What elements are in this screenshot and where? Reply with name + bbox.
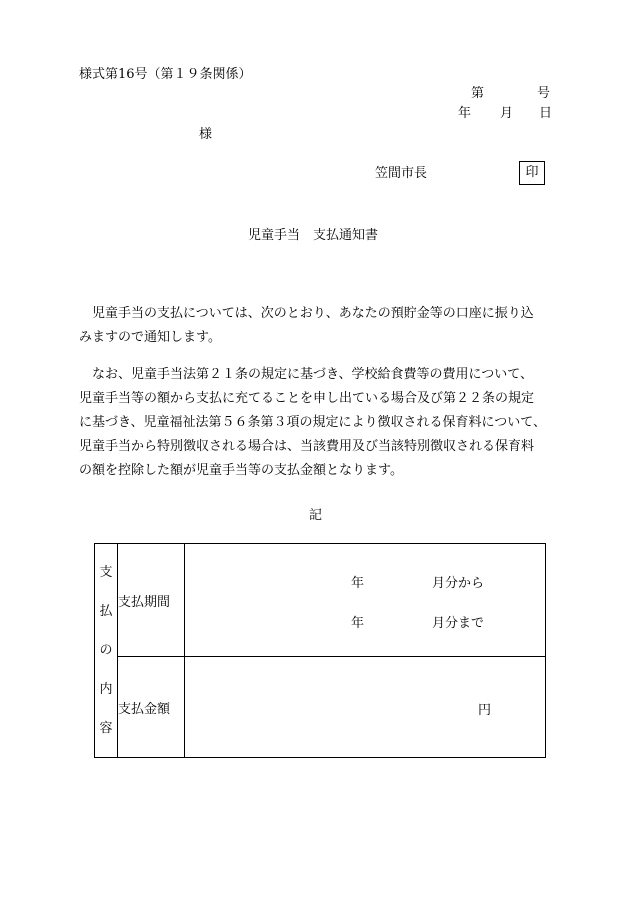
period-to: 月分まで [432, 616, 485, 631]
header-char: 支 [99, 564, 113, 580]
date-year: 年 [458, 106, 472, 121]
payment-period-label: 支払期間 [118, 544, 185, 657]
header-char: の [99, 642, 113, 658]
paragraph-line: に基づき、児童福祉法第５６条第３項の規定により徴収される保育料について、 [79, 415, 546, 430]
addressee-suffix: 様 [199, 127, 213, 142]
doc-number-suffix: 号 [537, 86, 551, 101]
paragraph-line: なお、児童手当法第２１条の規定に基づき、学校給食費等の費用について、 [79, 367, 533, 382]
header-char: 容 [99, 720, 113, 736]
paragraph-line: みますので通知します。 [79, 330, 221, 345]
payment-details-table [94, 543, 546, 758]
paragraph-line: 児童手当から特別徴収される場合は、当該費用及び当該特別徴収される保育料 [79, 439, 535, 454]
ki-heading: 記 [309, 508, 323, 523]
payment-amount-value [185, 657, 546, 758]
doc-number-prefix: 第 [471, 86, 485, 101]
payment-content-header [95, 544, 118, 758]
payment-amount-label: 支払金額 [118, 657, 185, 758]
paragraph-line: 児童手当の支払については、次のとおり、あなたの預貯金等の口座に振り込 [79, 306, 534, 321]
period-from-year: 年 [351, 576, 365, 591]
seal-box: 印 [519, 161, 545, 185]
paragraph-deduction [79, 363, 559, 483]
form-number: 様式第16号（第１９条関係） [79, 67, 252, 82]
period-from: 月分から [432, 576, 485, 591]
paragraph-line: 児童手当等の額から支払に充てることを申し出ている場合及び第２２条の規定 [79, 391, 535, 406]
payment-period-value [185, 544, 546, 657]
header-char: 払 [99, 603, 113, 619]
amount-unit: 円 [478, 703, 492, 718]
date-day: 日 [539, 106, 553, 121]
document-title: 児童手当 支払通知書 [248, 228, 379, 243]
period-to-year: 年 [351, 616, 365, 631]
paragraph-line: の額を控除した額が児童手当等の支払金額となります。 [79, 463, 403, 478]
issuer-name: 笠間市長 [375, 166, 428, 181]
header-char: 内 [99, 681, 113, 697]
paragraph-payment [79, 302, 559, 350]
date-month: 月 [500, 106, 514, 121]
